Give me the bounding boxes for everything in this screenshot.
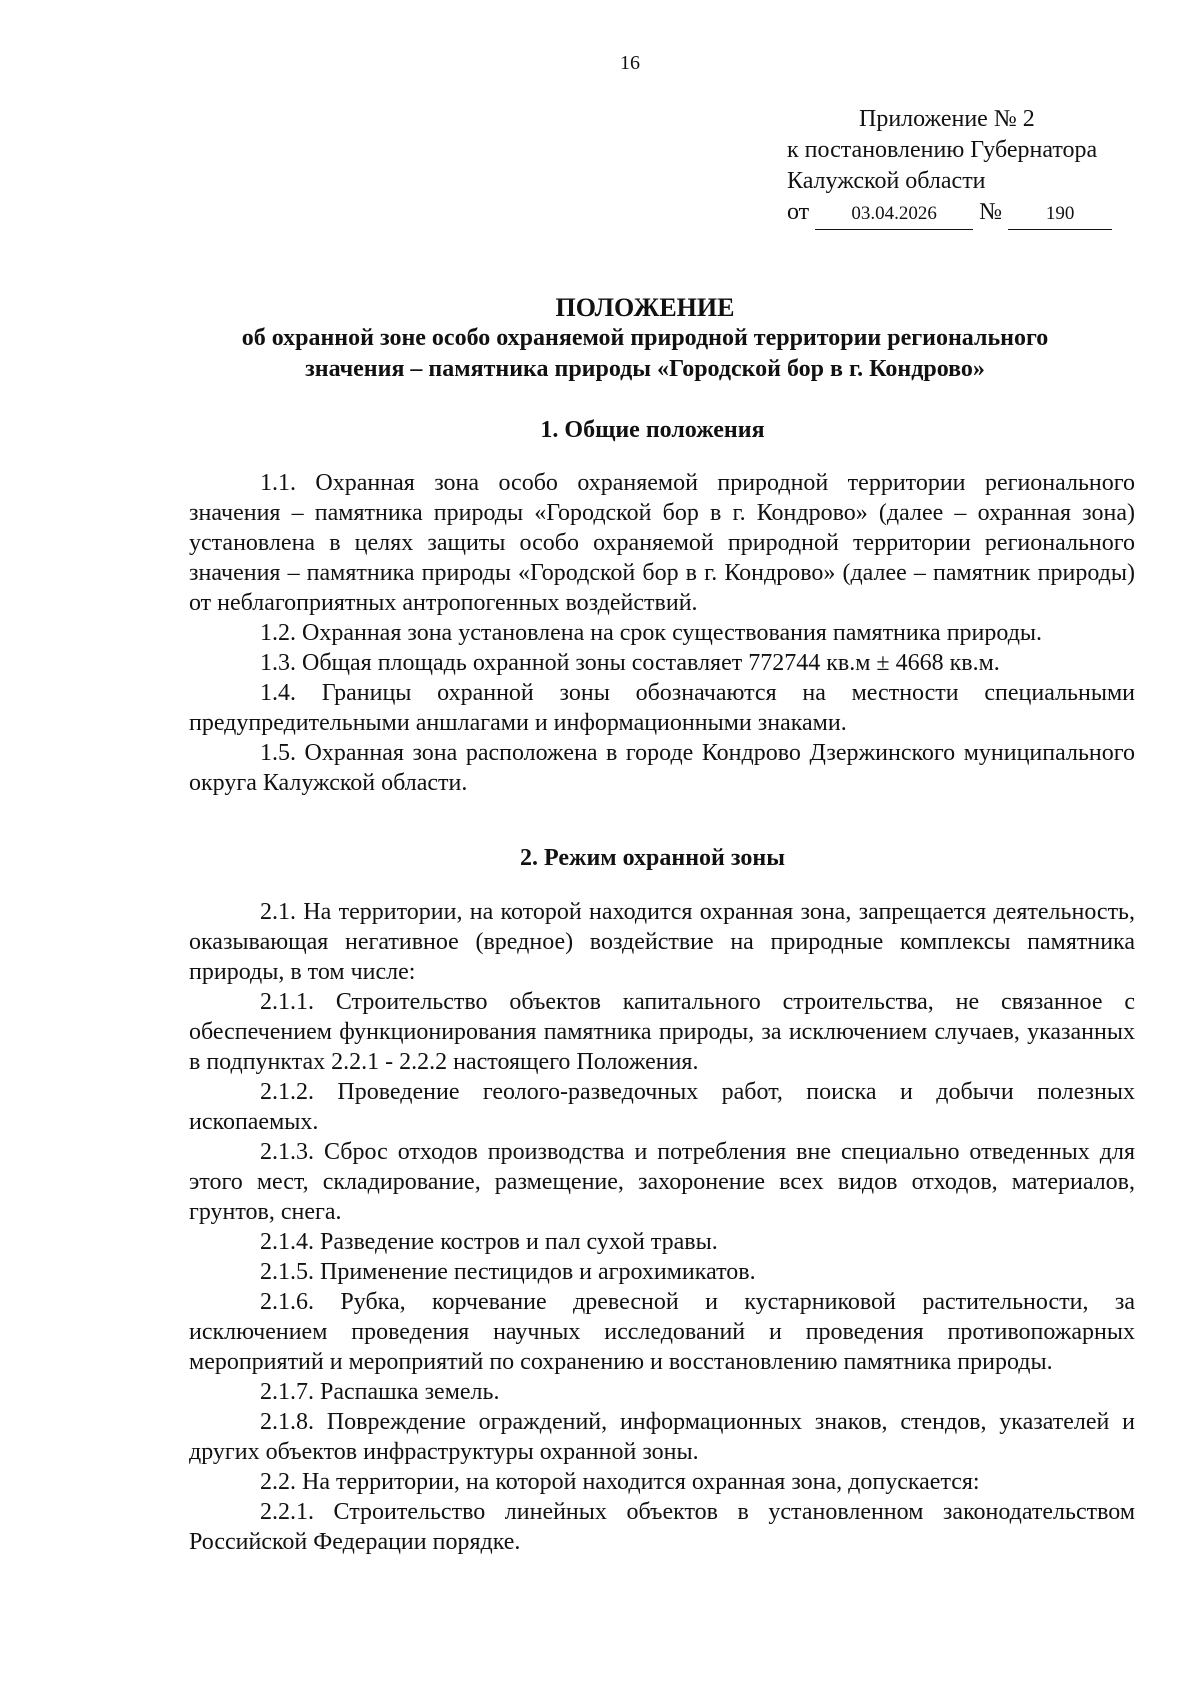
document-title: [180, 292, 1110, 385]
appendix-header: [787, 104, 1112, 230]
section-1-heading: 1. Общие положения: [540, 417, 765, 443]
paragraph-2-1-6: 2.1.6. Рубка, корчевание древесной и кустарниковой растительности, за исключением проведения научных исследований и проведения противопожарных мероприятий и мероприятий по сохранению и восстановлению памятника природы.: [189, 1289, 1135, 1375]
appendix-region-line: Калужской области: [787, 168, 986, 194]
paragraph-2-2-1: 2.2.1. Строительство линейных объектов в установленном законодательством Российской Федерации порядке.: [189, 1499, 1135, 1555]
paragraph-1-1: 1.1. Охранная зона особо охраняемой природной территории регионального значения – памятника природы «Городской бор в г. Кондрово» (далее – охранная зона) установлена в целях защиты особо охраняемой природной территории регионального значения – памятника природы «Городской бор в г. Кондрово» (далее – памятник природы) от неблагоприятных антропогенных воздействий.: [189, 470, 1135, 616]
title-line-2: значения – памятника природы «Городской бор в г. Кондрово»: [305, 356, 985, 382]
paragraph-2-1-2: 2.1.2. Проведение геолого-разведочных работ, поиска и добычи полезных ископаемых.: [189, 1079, 1135, 1135]
paragraph-2-2: 2.2. На территории, на которой находится охранная зона, допускается:: [260, 1469, 980, 1495]
paragraph-1-5: 1.5. Охранная зона расположена в городе Кондрово Дзержинского муниципального округа Калужской области.: [189, 740, 1135, 796]
paragraph-2-1-4: 2.1.4. Разведение костров и пал сухой травы.: [260, 1229, 718, 1255]
page-number: 16: [620, 52, 640, 74]
paragraph-2-1-3: 2.1.3. Сброс отходов производства и потребления вне специально отведенных для этого мест, складирование, размещение, захоронение всех видов отходов, материалов, грунтов, снега.: [189, 1139, 1135, 1225]
from-label: от: [787, 199, 810, 225]
decree-number: 190: [1008, 198, 1112, 230]
appendix-decree-line: к постановлению Губернатора: [787, 137, 1098, 163]
appendix-date-line: [787, 197, 1112, 230]
number-label: №: [979, 199, 1003, 225]
paragraph-2-1-1: 2.1.1. Строительство объектов капитального строительства, не связанное с обеспечением функционирования памятника природы, за исключением случаев, указанных в подпунктах 2.2.1 - 2.2.2 настоящего Положения.: [189, 989, 1135, 1075]
title-main: ПОЛОЖЕНИЕ: [555, 293, 735, 322]
title-line-1: об охранной зоне особо охраняемой природной территории регионального: [241, 325, 1049, 351]
paragraph-1-3: 1.3. Общая площадь охранной зоны составляет 772744 кв.м ± 4668 кв.м.: [260, 650, 1000, 676]
section-1-body: [189, 468, 1135, 798]
paragraph-1-4: 1.4. Границы охранной зоны обозначаются на местности специальными предупредительными аншлагами и информационными знаками.: [189, 680, 1135, 736]
section-2-heading: 2. Режим охранной зоны: [520, 845, 785, 871]
paragraph-2-1-7: 2.1.7. Распашка земель.: [260, 1379, 500, 1405]
paragraph-2-1: 2.1. На территории, на которой находится охранная зона, запрещается деятельность, оказывающая негативное (вредное) воздействие на природные комплексы памятника природы, в том числе:: [189, 899, 1135, 985]
section-2-body: [189, 897, 1135, 1557]
paragraph-2-1-8: 2.1.8. Повреждение ограждений, информационных знаков, стендов, указателей и других объектов инфраструктуры охранной зоны.: [189, 1409, 1135, 1465]
decree-date: 03.04.2026: [815, 198, 973, 230]
appendix-number: Приложение № 2: [859, 106, 1035, 132]
paragraph-1-2: 1.2. Охранная зона установлена на срок существования памятника природы.: [260, 620, 1043, 646]
paragraph-2-1-5: 2.1.5. Применение пестицидов и агрохимикатов.: [260, 1259, 756, 1285]
